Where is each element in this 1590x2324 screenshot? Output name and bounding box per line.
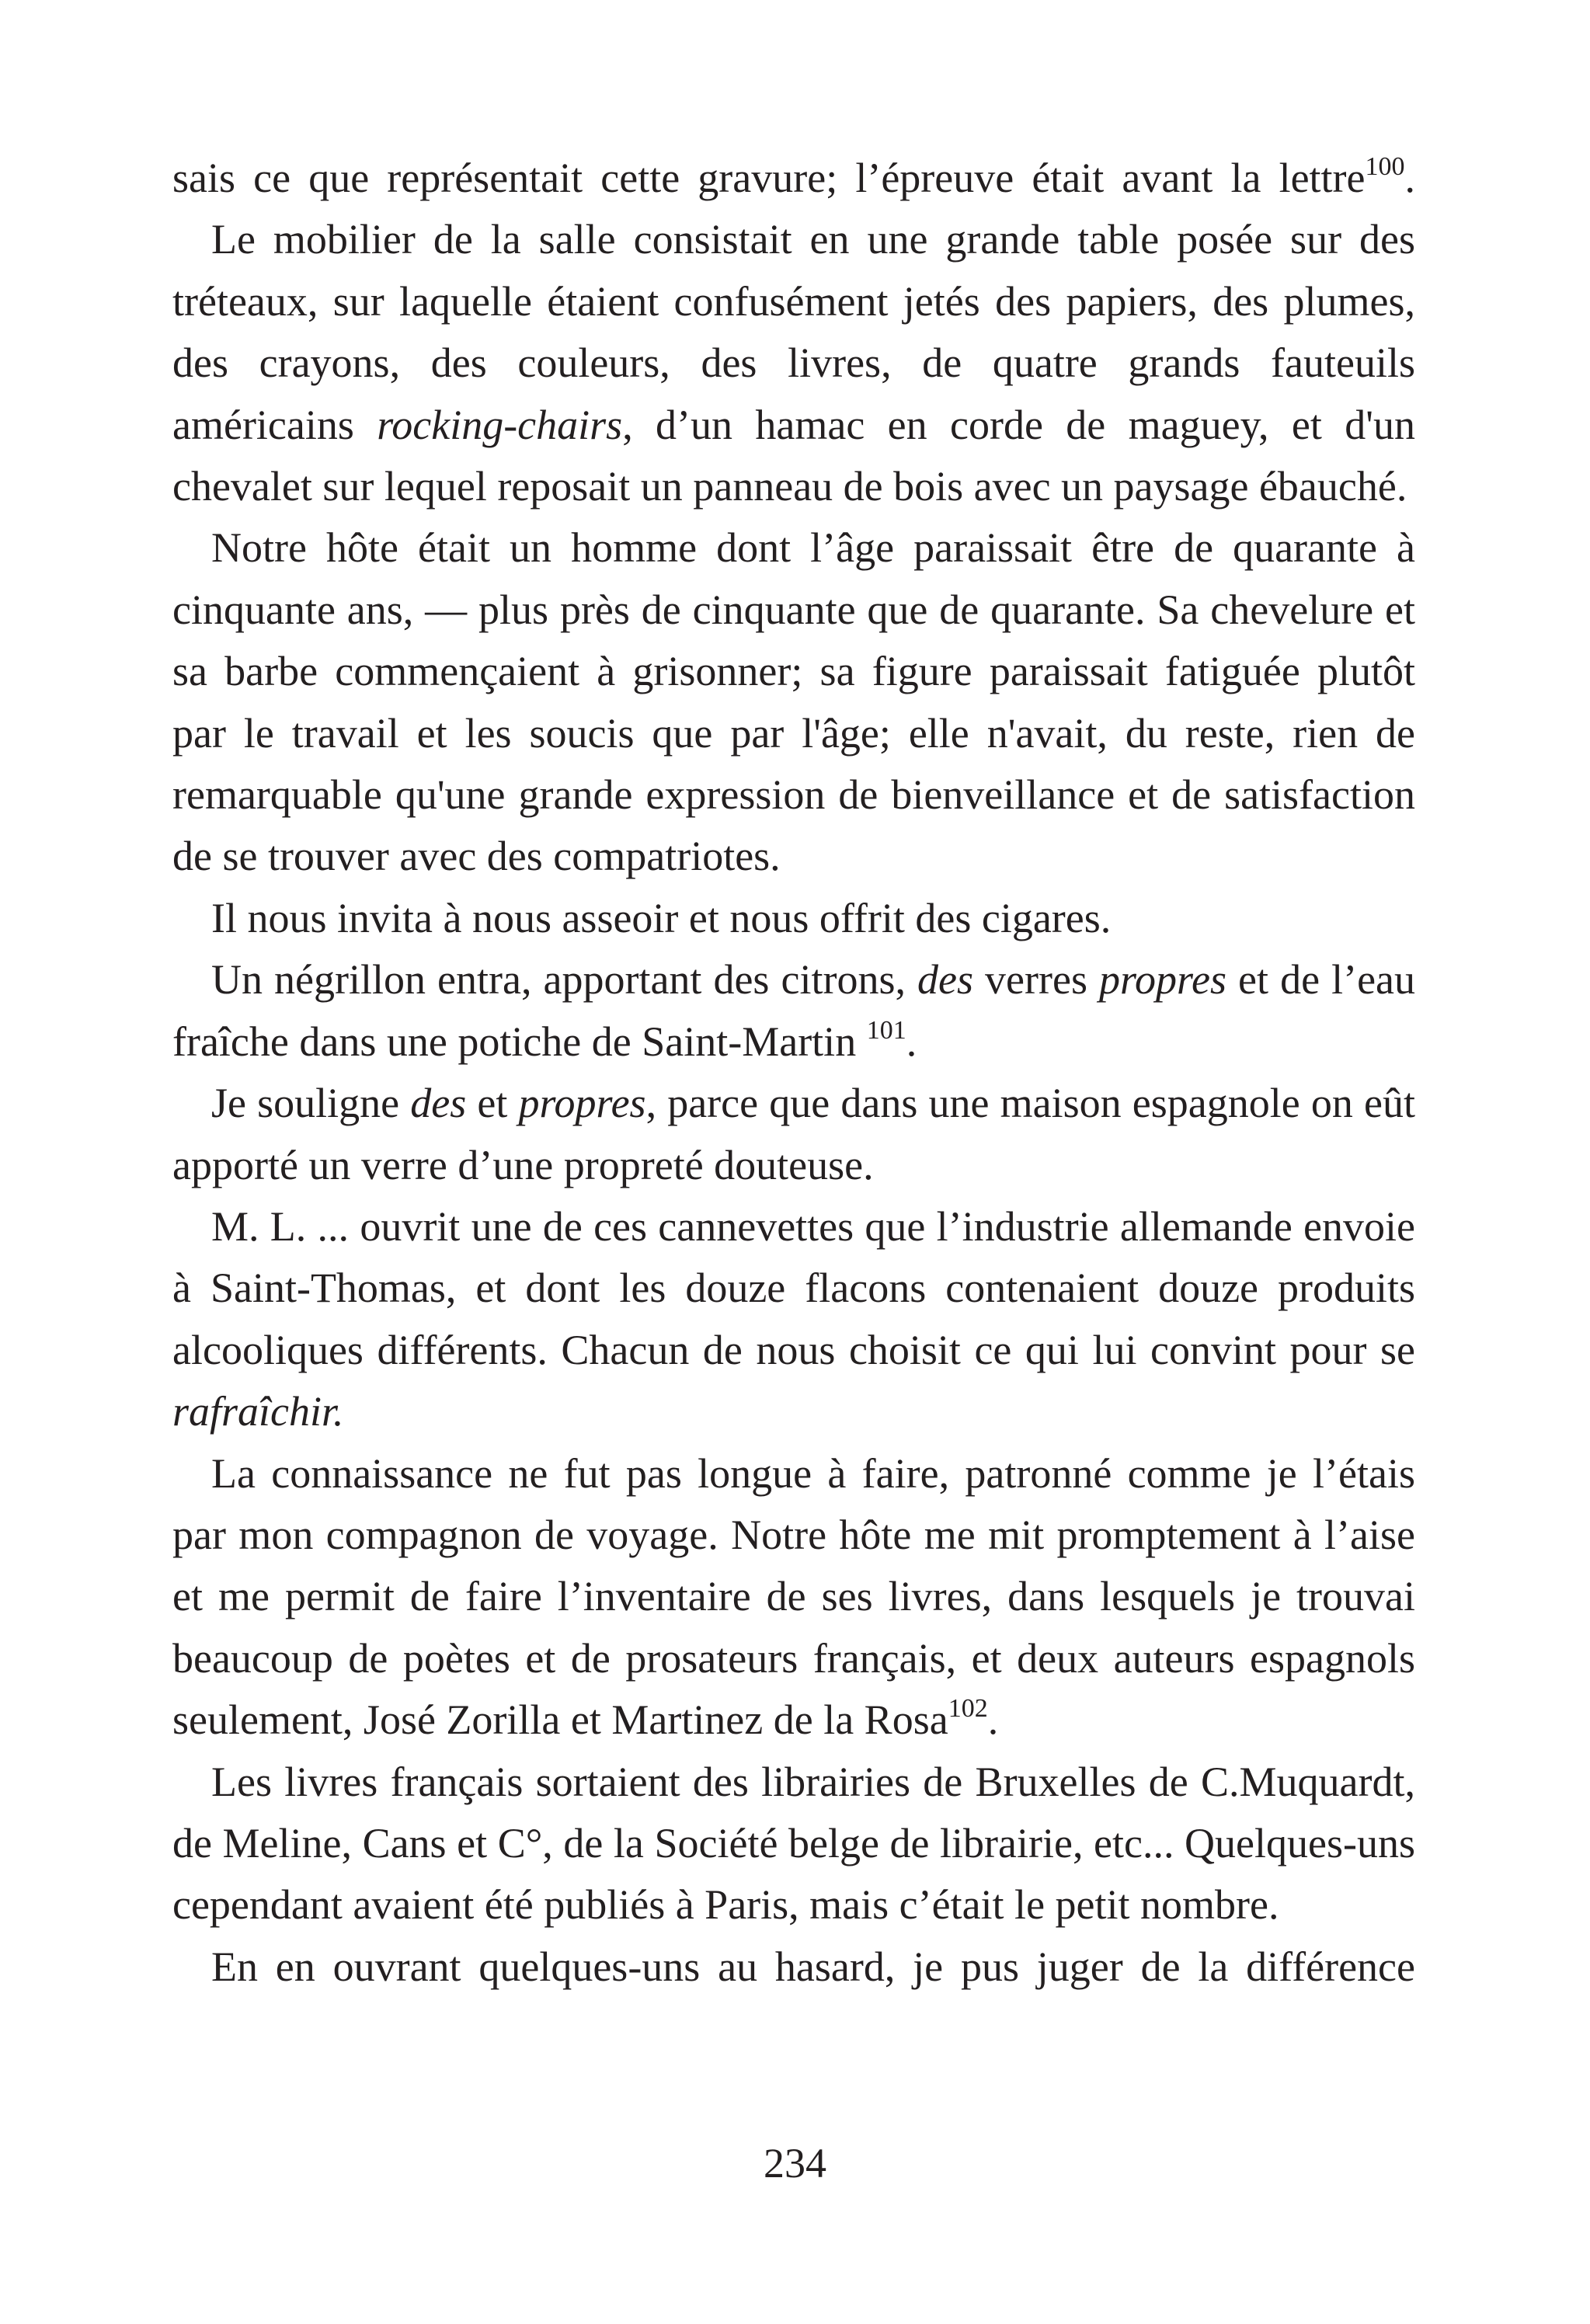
italic-text: des bbox=[917, 956, 973, 1004]
text-run: La connaissance ne fut pas longue à faire, patronné comme je l’étais par mon compagnon de voyage. Notre hôte me mit promptement à l’aise et me permit de faire l’inventaire de ses livres, dans lesquels je trouvai beaucoup de poètes et de prosateurs français, et deux auteurs espagnols seulement, José Zorilla et Martinez de la Rosa bbox=[172, 1449, 1415, 1744]
paragraph bbox=[172, 1936, 1415, 1998]
italic-text: rafraîchir. bbox=[172, 1388, 344, 1435]
italic-text: rocking-chairs bbox=[377, 401, 623, 448]
footnote-ref: 102 bbox=[948, 1694, 988, 1724]
italic-text: propres bbox=[518, 1080, 646, 1127]
body-text bbox=[172, 148, 1415, 1998]
text-run: Je souligne bbox=[211, 1080, 411, 1127]
text-run: , d’un hamac en corde de maguey, et d'un chevalet sur lequel reposait un panneau de bois avec un paysage ébauché. bbox=[172, 401, 1415, 510]
italic-text: propres bbox=[1099, 956, 1227, 1004]
text-run: . bbox=[987, 1696, 999, 1744]
text-run: et de l’eau fraîche dans une potiche de Saint-Martin bbox=[172, 956, 1415, 1065]
paragraph bbox=[172, 148, 1415, 209]
paragraph bbox=[172, 1752, 1415, 1936]
text-run: Il nous invita à nous asseoir et nous offrit des cigares. bbox=[211, 894, 1112, 941]
paragraph bbox=[172, 1196, 1415, 1443]
paragraph bbox=[172, 888, 1415, 949]
text-run: . bbox=[906, 1018, 917, 1065]
footnote-ref: 100 bbox=[1365, 152, 1405, 181]
page-number: 234 bbox=[764, 2140, 826, 2187]
text-run: Les livres français sortaient des librairies de Bruxelles de C.Muquardt, de Meline, Cans et C°, de la Société belge de librairie, etc... Quelques-uns cependant avaient été publiés à Paris, mais c’était le petit nombre. bbox=[172, 1758, 1415, 1929]
text-run: Le mobilier de la salle consistait en une grande table posée sur des tréteaux, sur laquelle étaient confusément jetés des papiers, des plumes, des crayons, des couleurs, des livres, de quatre grands fauteuils américains bbox=[172, 216, 1415, 448]
text-run: sais ce que représentait cette gravure; l’épreuve était avant la lettre bbox=[172, 155, 1366, 201]
paragraph bbox=[172, 1443, 1415, 1752]
footnote-ref: 101 bbox=[866, 1015, 906, 1045]
text-run: Notre hôte était un homme dont l’âge paraissait être de quarante à cinquante ans, — plus près de cinquante que de quarante. Sa chevelure et sa barbe commençaient à grisonner; sa figure paraissait fatiguée plutôt par le travail et les soucis que par l'âge; elle n'avait, du reste, rien de remarquable qu'une grande expression de bienveillance et de satisfaction de se trouver avec des compatriotes. bbox=[172, 524, 1415, 880]
paragraph bbox=[172, 949, 1415, 1073]
text-run: verres bbox=[973, 956, 1099, 1004]
paragraph bbox=[172, 517, 1415, 887]
italic-text: des bbox=[410, 1080, 467, 1127]
text-run: , parce que dans une maison espagnole on eût apporté un verre d’une propreté douteuse. bbox=[172, 1080, 1415, 1188]
paragraph bbox=[172, 1073, 1415, 1196]
text-run: Un négrillon entra, apportant des citrons, bbox=[211, 956, 918, 1004]
text-run: M. L. ... ouvrit une de ces cannevettes que l’industrie allemande envoie à Saint-Thomas, et dont les douze flacons contenaient douze produits alcooliques différents. Chacun de nous choisit ce qui lui convint pour se bbox=[172, 1202, 1415, 1373]
text-run: . bbox=[1404, 155, 1415, 201]
text-run: et bbox=[466, 1080, 519, 1127]
paragraph bbox=[172, 209, 1415, 517]
text-run: En en ouvrant quelques-uns au hasard, je pus juger de la différence bbox=[211, 1943, 1415, 1990]
